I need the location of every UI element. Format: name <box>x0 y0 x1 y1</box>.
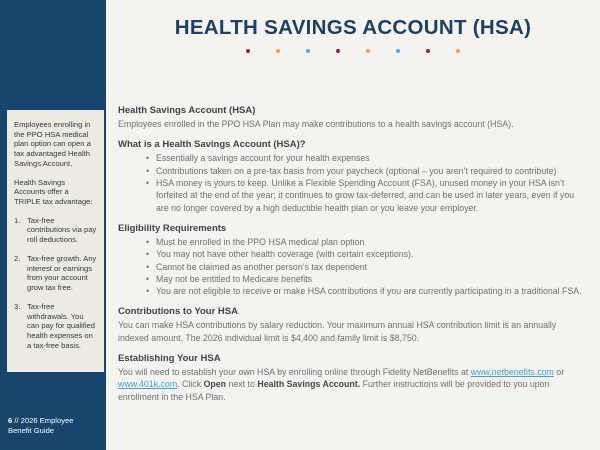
section-heading: Contributions to Your HSA <box>118 306 238 318</box>
body-sections <box>118 105 586 403</box>
sidebar-advantage-item <box>14 302 97 351</box>
netbenefits-link[interactable]: www.netbenefits.com <box>470 367 554 378</box>
establishing-text: next to <box>226 379 258 390</box>
bullet-item: • Contributions taken on a pre-tax basis from your paycheck (optional – you aren’t required to contribute) <box>146 165 586 177</box>
section-body <box>118 366 586 403</box>
sidebar-callout-card <box>7 110 104 372</box>
bullet-item: • You are not eligible to receive or make HSA contributions if you are currently participating in a traditional FSA. <box>146 285 586 297</box>
section-heading: Health Savings Account (HSA) <box>118 105 256 116</box>
sidebar-rail <box>0 0 106 450</box>
dot-icon <box>276 49 280 53</box>
bullet-item: • HSA money is yours to keep. Unlike a Flexible Spending Account (FSA), unused money in your HSA isn’t forfeited at the end of the year; it continues to grow tax-deferred, and can be used in later years, even if you are no longer covered by a high deductible health plan or you leave your employer. <box>146 177 586 214</box>
establishing-text: You will need to establish your own HSA by enrolling online through Fidelity NetBenefits at <box>118 367 471 378</box>
establishing-text: . Click <box>177 379 204 390</box>
section-body: You can make HSA contributions by salary reduction. Your maximum annual HSA contribution limit is an annually indexed amount. The 2026 individual limit is $4,400 and family limit is $8,750. <box>118 320 557 343</box>
section-heading: Establishing Your HSA <box>118 353 221 365</box>
main-content <box>106 0 600 450</box>
advantage-text: Tax-free contributions via pay roll deductions. <box>27 215 97 245</box>
establishing-text: or <box>553 367 565 378</box>
dot-icon <box>396 49 400 53</box>
sidebar-advantages-list <box>14 216 97 351</box>
dot-icon <box>336 49 340 53</box>
page-number: 6 <box>8 416 13 426</box>
bullet-item: • You may not have other health coverage (with certain exceptions). <box>146 248 586 260</box>
sidebar-advantage-item <box>14 216 97 245</box>
advantage-number: 2. <box>14 253 21 263</box>
advantage-text: Tax-free growth. Any interest or earnings from your account grow tax free. <box>27 253 97 293</box>
bullet-item: • May not be entitled to Medicare benefits <box>146 273 586 285</box>
dot-icon <box>456 49 460 53</box>
eligibility-bullet-list <box>118 236 586 298</box>
advantage-number: 1. <box>14 215 21 225</box>
bullet-item: • Must be enrolled in the PPO HSA medical plan option <box>146 236 586 248</box>
advantage-text: Tax-free withdrawals. You can pay for qualified health expenses on a tax-free basis. <box>27 301 95 350</box>
section-what-is-hsa <box>118 139 586 214</box>
section-establishing <box>118 353 586 403</box>
section-contributions <box>118 306 586 344</box>
sidebar-advantage-item <box>14 254 97 293</box>
title-dot-divider <box>106 49 600 53</box>
section-heading: What is a Health Savings Account (HSA)? <box>118 139 306 151</box>
sidebar-advantage-lead: Health Savings Accounts offer a TRIPLE tax advantage: <box>14 177 93 207</box>
section-heading: Eligibility Requirements <box>118 222 227 234</box>
section-eligibility <box>118 223 586 298</box>
page-title: HEALTH SAVINGS ACCOUNT (HSA) <box>174 16 532 39</box>
hsa-bold-text: Health Savings Account. <box>257 379 361 390</box>
section-overview <box>118 105 586 130</box>
section-body: Employees enrolled in the PPO HSA Plan may make contributions to a health savings account (HSA). <box>118 119 514 129</box>
footer-label: // 2026 Employee Benefit Guide <box>8 416 74 436</box>
bullet-item: • Essentially a savings account for your health expenses <box>146 152 586 164</box>
dot-icon <box>246 49 250 53</box>
dot-icon <box>366 49 370 53</box>
sidebar-intro-text: Employees enrolling in the PPO HSA medical plan option can open a tax advantaged Health Savings Account. <box>14 120 91 168</box>
bullet-item: • Cannot be claimed as another person’s tax dependent <box>146 261 586 273</box>
dot-icon <box>306 49 310 53</box>
page-footer <box>8 416 98 436</box>
advantage-number: 3. <box>14 301 21 311</box>
what-is-bullet-list <box>118 152 586 214</box>
401k-link[interactable]: www.401k.com <box>118 379 178 390</box>
dot-icon <box>426 49 430 53</box>
establishing-text: Further instructions will be provided to you upon enrollment in the HSA Plan. <box>118 379 550 402</box>
open-bold-text: Open <box>203 379 227 390</box>
